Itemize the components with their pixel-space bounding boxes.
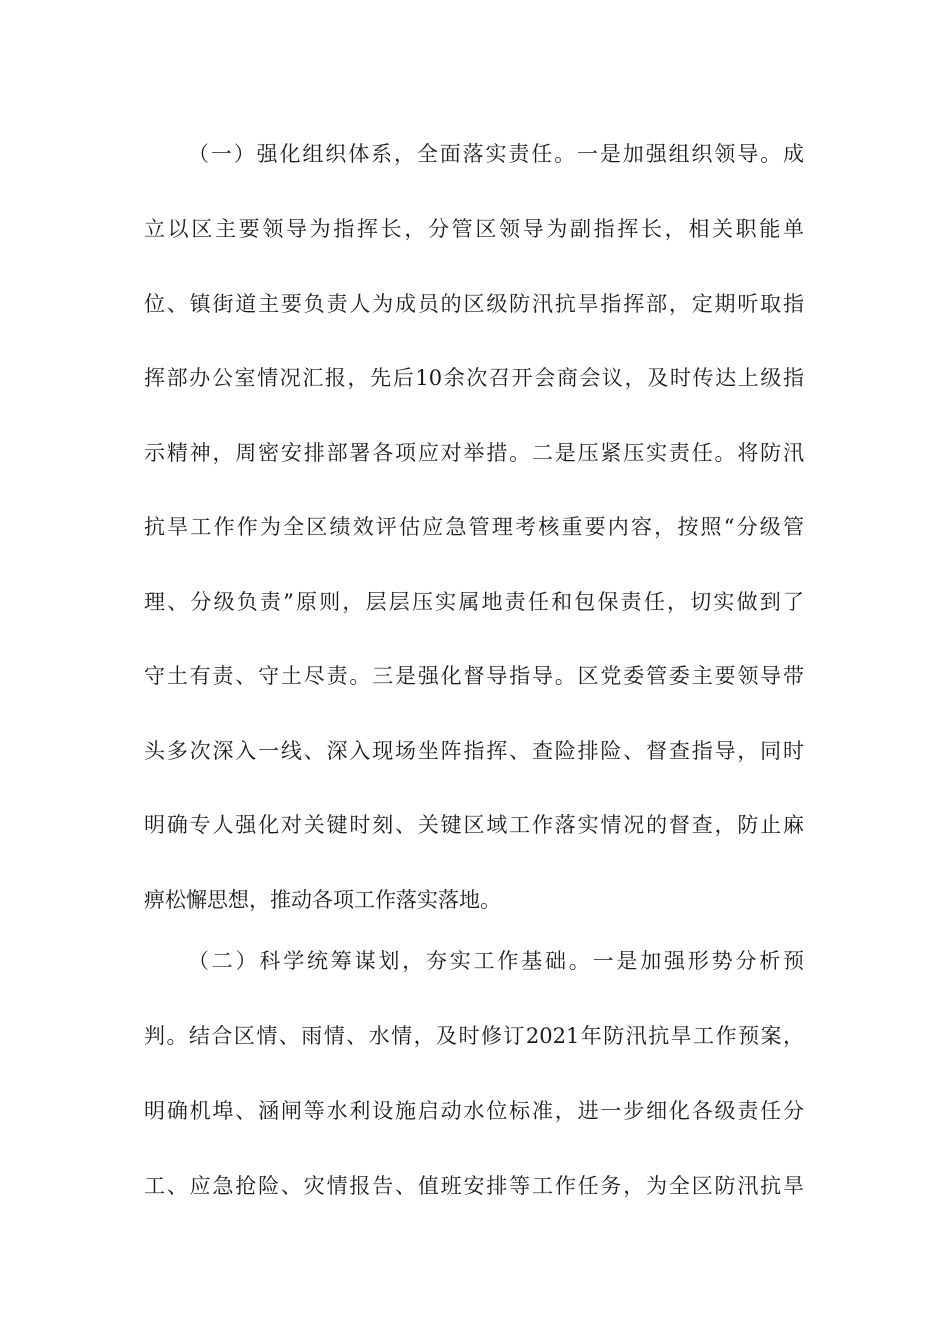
- paragraph-1-line-11: 痹松懈思想，推动各项工作落实落地。: [144, 888, 501, 912]
- paragraph-1-line-1: （一）强化组织体系，全面落实责任。一是加强组织领导。成: [188, 142, 804, 166]
- paragraph-1-line-7: 理、分级负责”原则，层层压实属地责任和包保责任，切实做到了: [144, 590, 804, 614]
- paragraph-1-line-6: 抗旱工作作为全区绩效评估应急管理考核重要内容，按照“分级管: [144, 515, 804, 539]
- paragraph-1-line-3: 位、镇街道主要负责人为成员的区级防汛抗旱指挥部，定期听取指: [144, 292, 804, 316]
- paragraph-1-line-2: 立以区主要领导为指挥长，分管区领导为副指挥长，相关职能单: [144, 217, 804, 241]
- paragraph-1-line-4: 挥部办公室情况汇报，先后10余次召开会商会议，及时传达上级指: [144, 366, 804, 390]
- paragraph-1-line-5: 示精神，周密安排部署各项应对举措。二是压紧压实责任。将防汛: [144, 441, 804, 465]
- paragraph-1-line-9: 头多次深入一线、深入现场坐阵指挥、查险排险、督查指导，同时: [144, 739, 804, 763]
- paragraph-1-line-8: 守土有责、守土尽责。三是强化督导指导。区党委管委主要领导带: [144, 664, 804, 688]
- paragraph-2-line-2: 判。结合区情、雨情、水情，及时修订2021年防汛抗旱工作预案，: [144, 1024, 804, 1048]
- paragraph-2-line-4: 工、应急抢险、灾情报告、值班安排等工作任务，为全区防汛抗旱: [144, 1174, 804, 1198]
- paragraph-2-line-3: 明确机埠、涵闸等水利设施启动水位标准，进一步细化各级责任分: [144, 1099, 804, 1123]
- paragraph-1-line-10: 明确专人强化对关键时刻、关键区域工作落实情况的督查，防止麻: [144, 813, 804, 837]
- paragraph-2-line-1: （二）科学统筹谋划，夯实工作基础。一是加强形势分析预: [188, 949, 804, 973]
